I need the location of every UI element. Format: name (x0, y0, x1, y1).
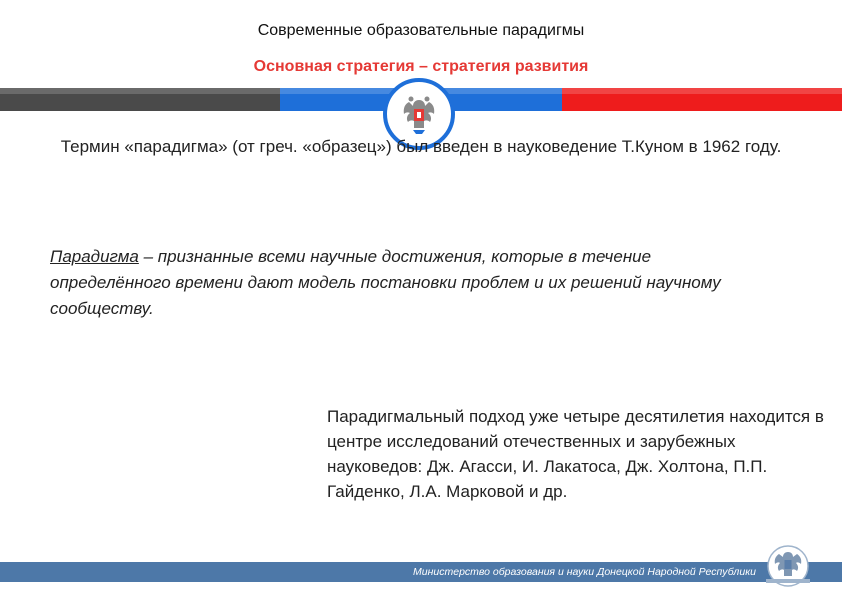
intro-text: Термин «парадигма» (от греч. «образец») был введен в науковедение Т.Куном в 1962 году. (60, 137, 782, 156)
approach-text: Парадигмальный подход уже четыре десятилетия находится в центре исследований отечественных и зарубежных науковедов: Дж. Агасси, И. Лакатоса, Дж. Холтона, П.П. Гайденко, Л.А. Марковой и др. (327, 407, 824, 501)
footer-bar (0, 562, 842, 582)
definition-text (50, 244, 770, 322)
definition-body: – признанные всеми научные достижения, которые в течение определённого времени дают модель постановки проблем и их решений научному сообществу. (50, 247, 721, 318)
slide-title: Современные образовательные парадигмы (257, 22, 585, 39)
stripe-red (562, 88, 842, 111)
footer-text: Министерство образования и науки Донецкой Народной Республики (413, 566, 756, 578)
definition-term: Парадигма (50, 247, 139, 266)
slide-subtitle: Основная стратегия – стратегия развития (253, 58, 589, 75)
ministry-emblem-icon (758, 543, 818, 589)
stripe-dark (0, 88, 280, 111)
